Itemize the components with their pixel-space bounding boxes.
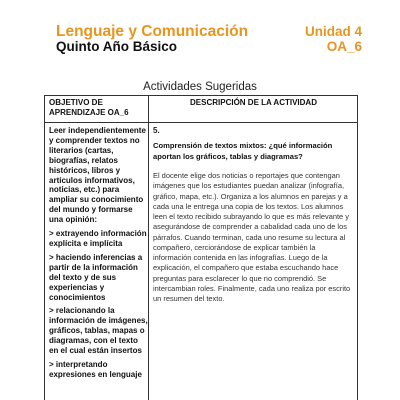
- objective-item: > haciendo inferencias a partir de la información del texto y de sus experiencias y conocimientos: [49, 252, 143, 302]
- objective-item: > interpretando expresiones en lenguaje: [49, 359, 142, 379]
- objective-intro: Leer independientemente y comprender textos no literarios (cartas, biografías, relatos históricos, libros y artículos informativos, noticias, etc.) para ampliar su conocimiento del mundo y formarse una opinión:: [49, 126, 146, 225]
- unit-label: Unidad 4: [304, 24, 362, 39]
- table-right-border: [357, 95, 358, 400]
- activity-description: El docente elige dos noticias o reportajes que contengan imágenes que los estudiantes puedan analizar (infografía, gráfico, mapa, etc.). Organiza a los alumnos en parejas y a cada una le entrega una copia de los textos. Los alumnos leen el texto recibido subrayando lo que es más relevante y asegurándose de comprender a cabalidad cada uno de los párrafos. Cuando terminan, cada uno resume su lectura al compañero, cerciorándose de explicar también la información contenida en las infografías. Luego de la explicación, el compañero que estaba escuchando hace preguntas para esclarecer lo que no comprendió. Se intercambian roles. Finalmente, cada uno realiza por escrito un resumen del texto.: [153, 171, 351, 303]
- objective-item: > extrayendo información explícita e implícita: [49, 229, 147, 248]
- subject-title: Lenguaje y Comunicación: [56, 23, 249, 40]
- activity-number: 5.: [153, 126, 160, 135]
- table-header-divider: [44, 122, 358, 123]
- objective-column-header: OBJETIVO DE APRENDIZAJE OA_6: [49, 98, 129, 117]
- objective-cell: [49, 126, 149, 384]
- table-left-border: [44, 95, 45, 400]
- oa-code-label: OA_6: [326, 39, 362, 54]
- grade-level: Quinto Año Básico: [56, 39, 177, 54]
- objective-item: > relacionando la información de imágenes, gráficos, tablas, mapas o diagramas, con el texto en el cual están insertos: [49, 306, 148, 356]
- activity-title: Comprensión de textos mixtos: ¿qué información aportan los gráficos, tablas y diagramas?: [153, 141, 333, 161]
- table-top-border: [44, 95, 358, 96]
- section-title: Actividades Sugeridas: [143, 81, 257, 93]
- activity-column-header: DESCRIPCIÓN DE LA ACTIVIDAD: [190, 98, 317, 107]
- activity-cell: [153, 126, 353, 304]
